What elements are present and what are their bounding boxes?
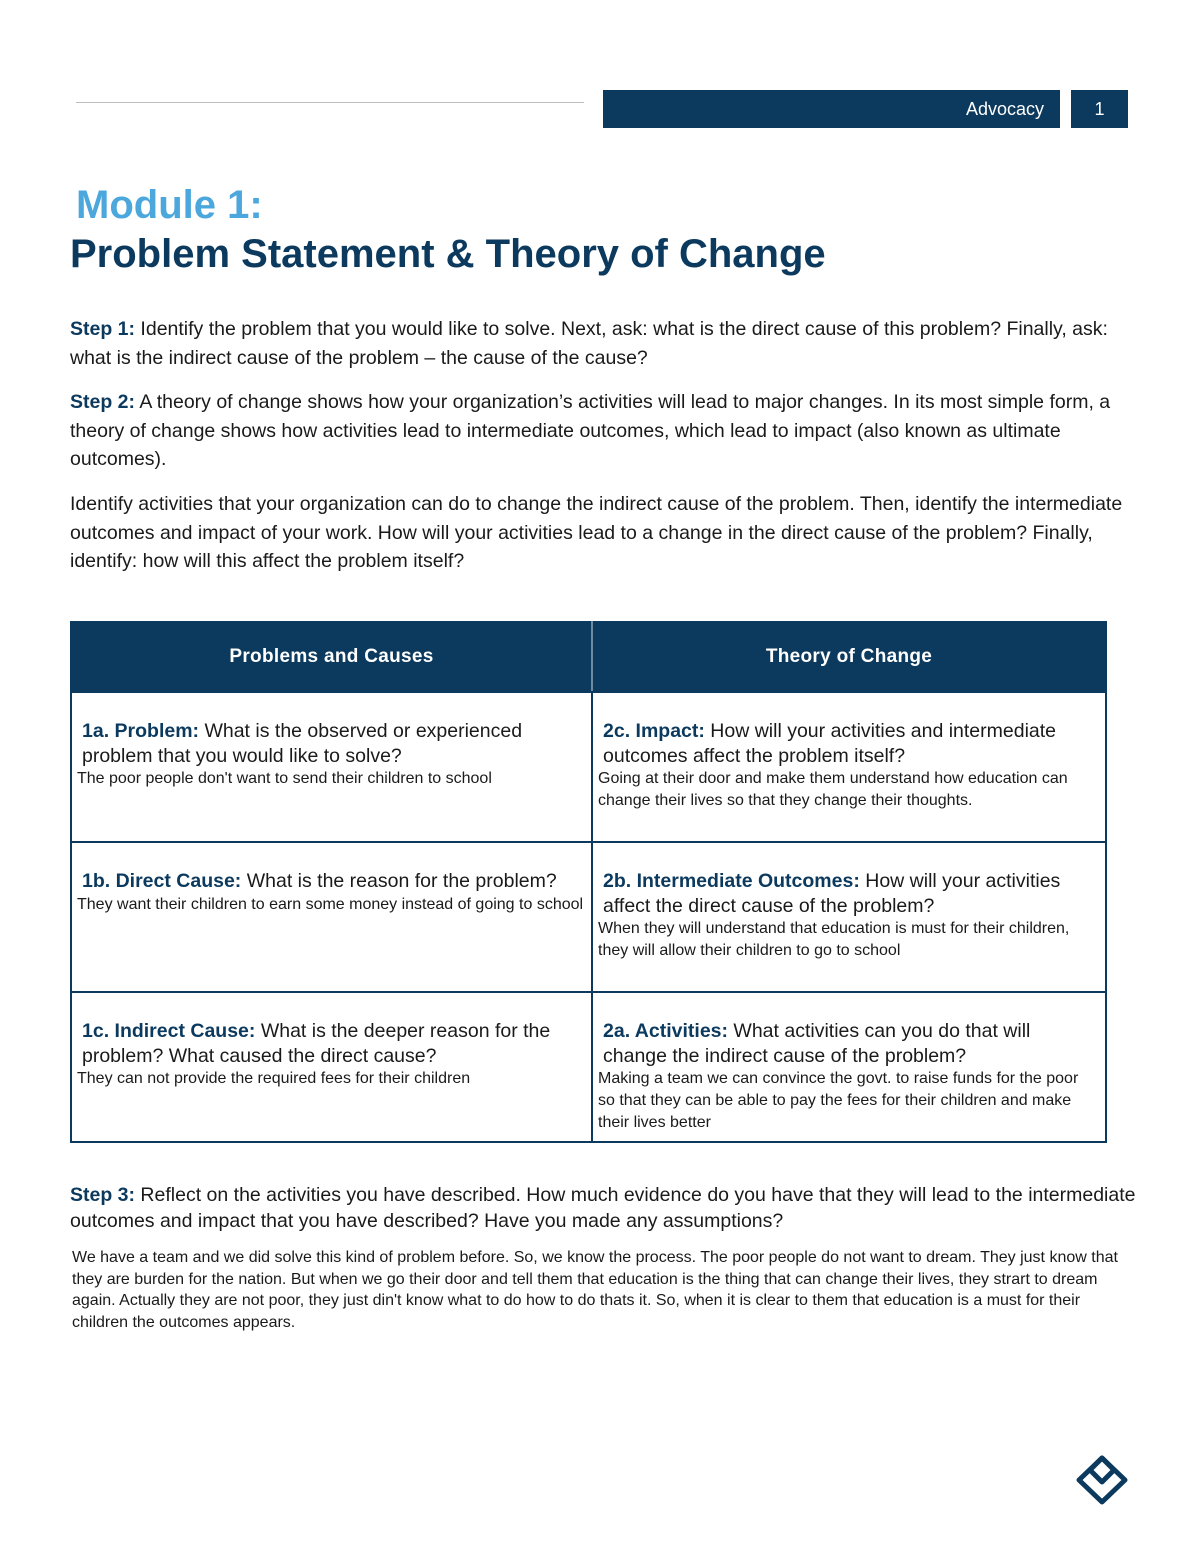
header-problems-and-causes: Problems and Causes [71, 622, 592, 692]
cell-question-text: How will your activities affect the direct cause of the problem? [603, 870, 1061, 917]
step-2-text: A theory of change shows how your organization’s activities will lead to major changes. In its most simple form, a theory of change shows how activities lead to intermediate outcomes, which lead to impact (also known as ultimate outcomes). [70, 391, 1111, 470]
step-3-text: Reflect on the activities you have described. How much evidence do you have that they will lead to the intermediate outcomes and impact that you have described? Have you made any assumptions? [70, 1184, 1136, 1232]
cell-problem [71, 692, 592, 842]
cell-question [72, 993, 591, 1068]
cell-question-text: What is the reason for the problem? [241, 870, 557, 892]
cell-activities [592, 992, 1106, 1142]
cell-answer[interactable]: When they will understand that education is must for their children, they will allow their children to go to school [598, 920, 1070, 959]
cell-label: 1a. Problem: [82, 720, 200, 742]
cell-question-text: How will your activities and intermediate outcomes affect the problem itself? [603, 720, 1057, 767]
diamond-heart-logo-icon [1073, 1453, 1131, 1507]
cell-label: 1c. Indirect Cause: [82, 1020, 256, 1042]
step-2-label: Step 2: [70, 391, 136, 413]
step-2-paragraph [70, 388, 1140, 474]
header-section-bar [603, 90, 1060, 128]
cell-answer[interactable]: They can not provide the required fees for their children [77, 1070, 471, 1087]
cell-question-text: What activities can you do that will change the indirect cause of the problem? [603, 1020, 1031, 1067]
cell-answer[interactable]: Making a team we can convince the govt. to raise funds for the poor so that they can be able to pay the fees for their children and make their lives better [598, 1070, 1079, 1131]
cell-indirect-cause [71, 992, 592, 1142]
cell-impact [592, 692, 1106, 842]
cell-question-text: What is the observed or experienced problem that you would like to solve? [82, 720, 523, 767]
header-section-label: Advocacy [965, 98, 1044, 119]
table-row [71, 842, 1106, 992]
step-2-instructions: Identify activities that your organization can do to change the indirect cause of the problem. Then, identify the intermediate outcomes and impact of your work. How will your activities lead to a change in the direct cause of the problem? Finally, identify: how will this affect the problem itself? [70, 493, 1123, 572]
step-3-answer[interactable]: We have a team and we did solve this kind of problem before. So, we know the process. The poor people do not want to dream. They just know that they are burden for the nation. But when we go their door and tell them that education is the thing that can change their lives, they strart to dream again. Actually they are not poor, they just din't know what to do how to do thats it. So, when it is clear to them that education is a must for their children the outcomes appears. [72, 1249, 1118, 1331]
cell-label: 2a. Activities: [603, 1020, 728, 1042]
page-number: 1 [1094, 98, 1105, 119]
table-header-row [71, 622, 1106, 692]
cell-answer[interactable]: They want their children to earn some money instead of going to school [77, 895, 584, 913]
cell-label: 1b. Direct Cause: [82, 870, 242, 892]
module-label: Module 1: [76, 183, 263, 227]
header-theory-of-change: Theory of Change [592, 622, 1106, 692]
cell-label: 2b. Intermediate Outcomes: [603, 870, 860, 892]
step-1-label: Step 1: [70, 318, 136, 340]
page-title: Problem Statement & Theory of Change [70, 232, 826, 276]
table-row [71, 692, 1106, 842]
cell-question-text: What is the deeper reason for the problem? What caused the direct cause? [82, 1020, 551, 1067]
cell-question [72, 693, 591, 768]
cell-question [72, 843, 591, 894]
cell-question [593, 993, 1105, 1068]
step-3-paragraph [70, 1182, 1140, 1234]
cell-intermediate-outcomes [592, 842, 1106, 992]
step-3-label: Step 3: [70, 1184, 136, 1206]
header-rule [76, 102, 584, 103]
page-number-box [1071, 90, 1128, 128]
cell-label: 2c. Impact: [603, 720, 705, 742]
cell-answer[interactable]: The poor people don't want to send their children to school [77, 770, 492, 787]
cell-direct-cause [71, 842, 592, 992]
table-row [71, 992, 1106, 1142]
step-1-text: Identify the problem that you would like to solve. Next, ask: what is the direct cause of this problem? Finally, ask: what is the indirect cause of the problem – the cause of the cause? [70, 318, 1108, 369]
cell-question [593, 843, 1105, 918]
step-1-paragraph [70, 315, 1140, 372]
cell-question [593, 693, 1105, 768]
cell-answer[interactable]: Going at their door and make them understand how education can change their lives so that they change their thoughts. [598, 770, 1068, 809]
theory-of-change-table [70, 621, 1107, 1143]
